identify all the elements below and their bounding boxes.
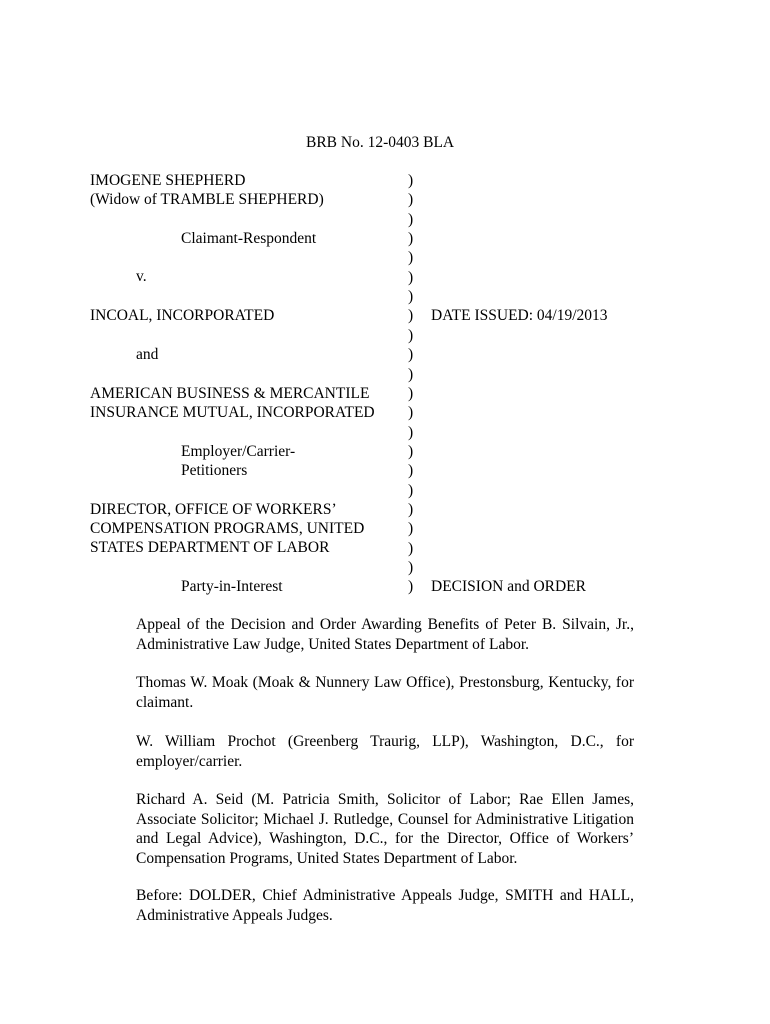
claimant-name: IMOGENE SHEPHERD	[90, 172, 246, 189]
employer-counsel-paragraph: W. William Prochot (Greenberg Traurig, LLP), Washington, D.C., for employer/carrier.	[136, 733, 634, 770]
director-role: Party-in-Interest	[181, 578, 283, 595]
caption-parenthesis: )	[408, 384, 414, 402]
director-counsel-paragraph: Richard A. Seid (M. Patricia Smith, Solicitor of Labor; Rae Ellen James, Associate Solicitor; Michael J. Rutledge, Counsel for Administrative Litigation and Legal Advice), Washington, D.C., for the Director, Office of Workers’ Compensation Programs, United States Department of Labor.	[136, 791, 634, 867]
decision-label: DECISION and ORDER	[431, 578, 586, 595]
caption-parenthesis: )	[408, 326, 414, 344]
caption-parenthesis: )	[408, 404, 414, 422]
caption-parenthesis: )	[408, 230, 414, 248]
director-line1: DIRECTOR, OFFICE OF WORKERS’	[90, 501, 337, 518]
director-line2: COMPENSATION PROGRAMS, UNITED	[90, 520, 365, 537]
caption-parenthesis: )	[408, 462, 414, 480]
caption-parenthesis: )	[408, 191, 414, 209]
employer-role-line1: Employer/Carrier-	[181, 443, 296, 460]
appeal-paragraph: Appeal of the Decision and Order Awarding Benefits of Peter B. Silvain, Jr., Administrative Law Judge, United States Department of Labor.	[136, 616, 634, 653]
caption-parenthesis: )	[408, 442, 414, 460]
caption-parenthesis: )	[408, 559, 414, 576]
caption-parenthesis: )	[408, 423, 414, 441]
caption-parenthesis: )	[408, 539, 414, 557]
employer-name: INCOAL, INCORPORATED	[90, 307, 275, 324]
caption-parenthesis: )	[408, 520, 414, 538]
docket-number: BRB No. 12-0403 BLA	[306, 134, 455, 151]
carrier-name-line2: INSURANCE MUTUAL, INCORPORATED	[90, 404, 375, 421]
caption-parenthesis: )	[408, 500, 414, 518]
caption-parenthesis: )	[408, 210, 414, 228]
before-paragraph: Before: DOLDER, Chief Administrative Appeals Judge, SMITH and HALL, Administrative Appeals Judges.	[136, 887, 634, 924]
claimant-counsel-paragraph: Thomas W. Moak (Moak & Nunnery Law Office), Prestonsburg, Kentucky, for claimant.	[136, 674, 634, 711]
caption-parenthesis: )	[408, 346, 414, 364]
caption-parenthesis: )	[408, 307, 414, 325]
caption-parenthesis: )	[408, 249, 414, 267]
caption-parenthesis: )	[408, 268, 414, 286]
conjunction-label: and	[136, 346, 159, 363]
claimant-role: Claimant-Respondent	[181, 230, 317, 247]
employer-role-line2: Petitioners	[181, 462, 248, 479]
date-issued: DATE ISSUED: 04/19/2013	[431, 307, 608, 324]
claimant-relation: (Widow of TRAMBLE SHEPHERD)	[90, 191, 324, 208]
caption-parenthesis: )	[408, 365, 414, 383]
carrier-name-line1: AMERICAN BUSINESS & MERCANTILE	[90, 385, 370, 402]
caption-parenthesis: )	[408, 172, 414, 189]
director-line3: STATES DEPARTMENT OF LABOR	[90, 539, 330, 556]
caption-parenthesis: )	[408, 578, 414, 596]
caption-parenthesis: )	[408, 481, 414, 499]
caption-parenthesis: )	[408, 288, 414, 306]
versus-label: v.	[136, 268, 147, 285]
